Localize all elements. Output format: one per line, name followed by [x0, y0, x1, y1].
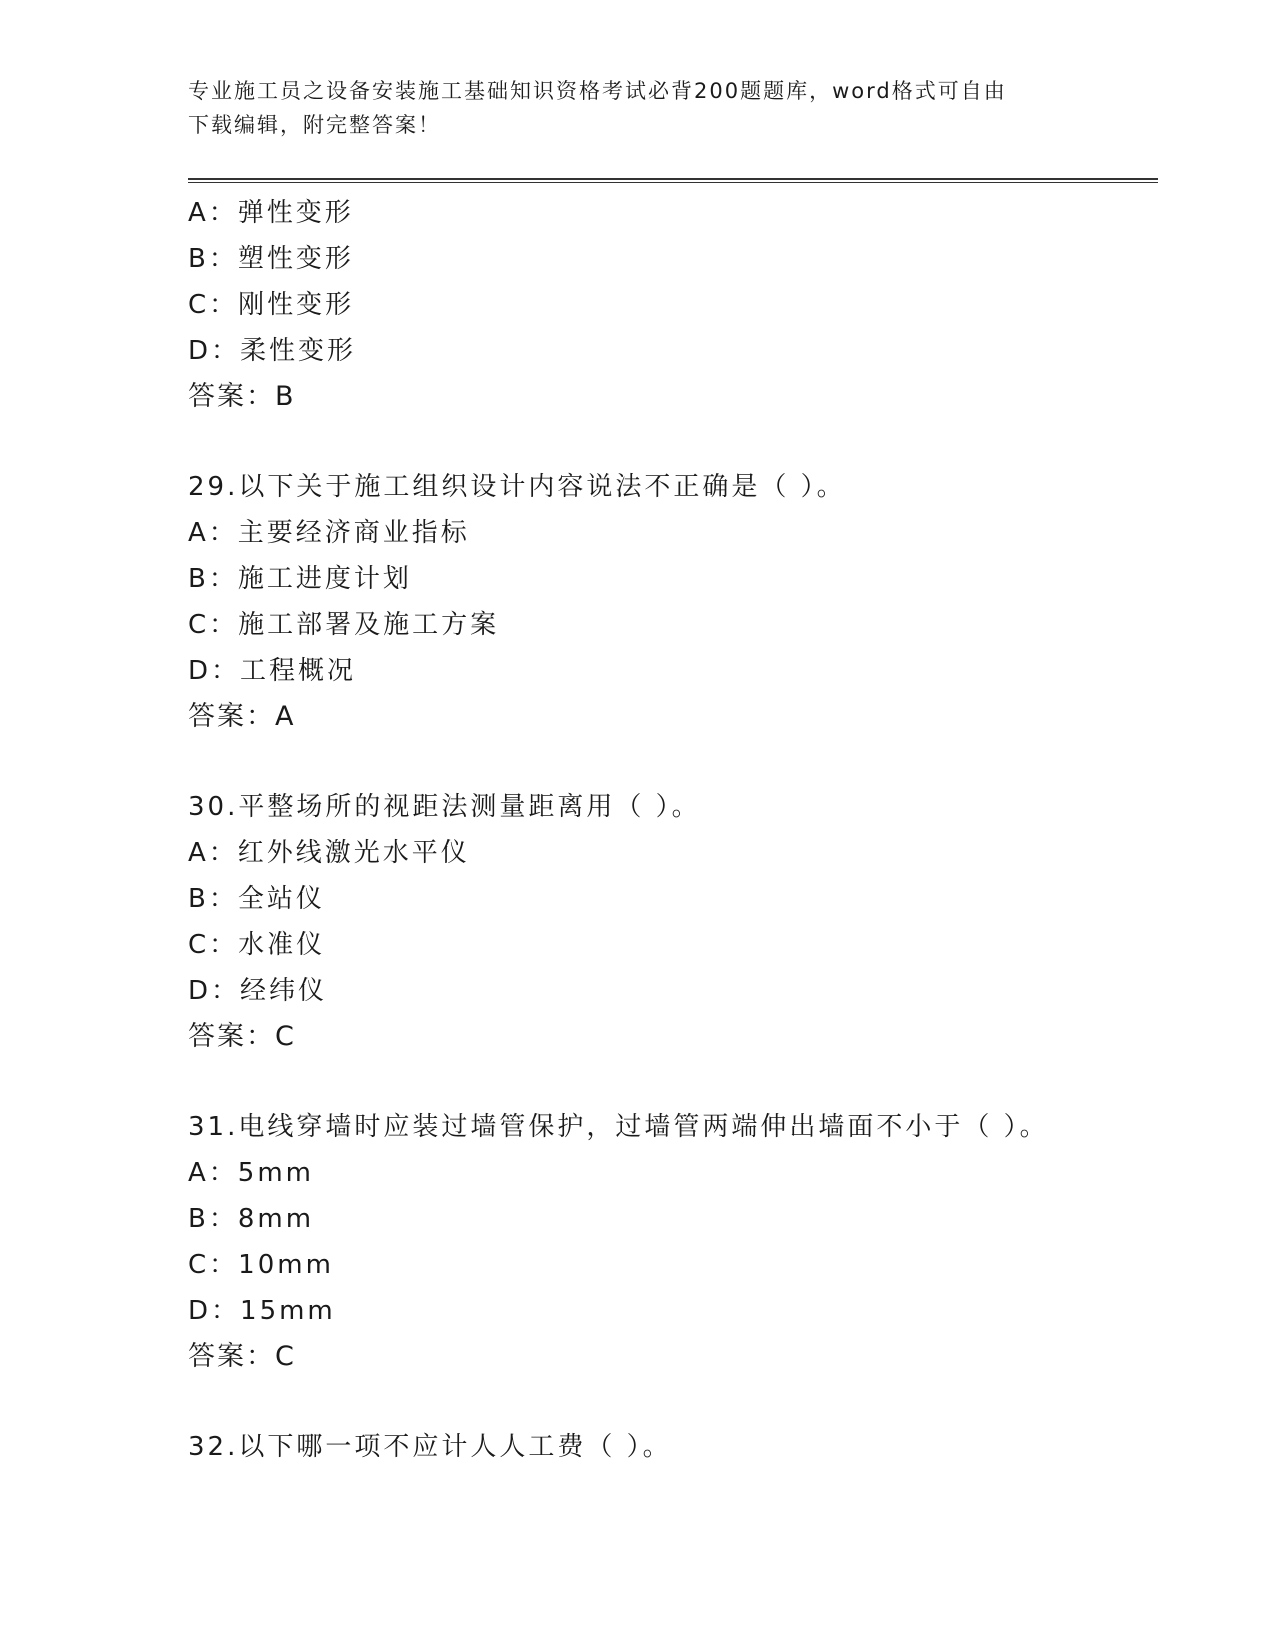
option-d: D：15mm — [188, 1296, 336, 1326]
header-line-2: 下载编辑，附完整答案！ — [188, 113, 441, 137]
answer-line — [188, 374, 1158, 420]
question-text: 29.以下关于施工组织设计内容说法不正确是（ ）。 — [188, 472, 846, 502]
option-d: D：柔性变形 — [188, 336, 357, 366]
question-list — [188, 190, 1158, 1470]
answer-line — [188, 1014, 1158, 1060]
option-a: A：弹性变形 — [188, 198, 354, 228]
question-30-block — [188, 784, 1158, 1060]
option-c: C：10mm — [188, 1250, 334, 1280]
answer-label: 答案： — [188, 1341, 275, 1372]
question-32-block — [188, 1424, 1158, 1470]
question-text: 31.电线穿墙时应装过墙管保护，过墙管两端伸出墙面不小于（ ）。 — [188, 1112, 1049, 1142]
option-b: B：施工进度计划 — [188, 564, 412, 594]
option-a: A：主要经济商业指标 — [188, 518, 470, 548]
option-c: C：施工部署及施工方案 — [188, 610, 500, 640]
question-31-block — [188, 1104, 1158, 1380]
document-header — [188, 74, 1088, 142]
answer-value: A — [275, 701, 294, 732]
option-c: C：刚性变形 — [188, 290, 355, 320]
option-a: A：5mm — [188, 1158, 314, 1188]
answer-label: 答案： — [188, 701, 275, 732]
question-text: 32.以下哪一项不应计人人工费（ ）。 — [188, 1432, 672, 1462]
option-b: B：塑性变形 — [188, 244, 354, 274]
option-b: B：8mm — [188, 1204, 315, 1234]
answer-line — [188, 694, 1158, 740]
option-b: B：全站仪 — [188, 884, 325, 914]
header-line-1: 专业施工员之设备安装施工基础知识资格考试必背200题题库，word格式可自由 — [188, 79, 1007, 103]
option-d: D：经纬仪 — [188, 976, 328, 1006]
option-a: A：红外线激光水平仪 — [188, 838, 470, 868]
option-d: D：工程概况 — [188, 656, 357, 686]
question-28-block — [188, 190, 1158, 420]
question-text: 30.平整场所的视距法测量距离用（ ）。 — [188, 792, 701, 822]
answer-value: C — [275, 1021, 294, 1052]
answer-label: 答案： — [188, 381, 275, 412]
option-c: C：水准仪 — [188, 930, 326, 960]
header-divider — [188, 178, 1158, 183]
answer-value: B — [275, 381, 294, 412]
question-29-block — [188, 464, 1158, 740]
answer-value: C — [275, 1341, 294, 1372]
answer-label: 答案： — [188, 1021, 275, 1052]
answer-line — [188, 1334, 1158, 1380]
